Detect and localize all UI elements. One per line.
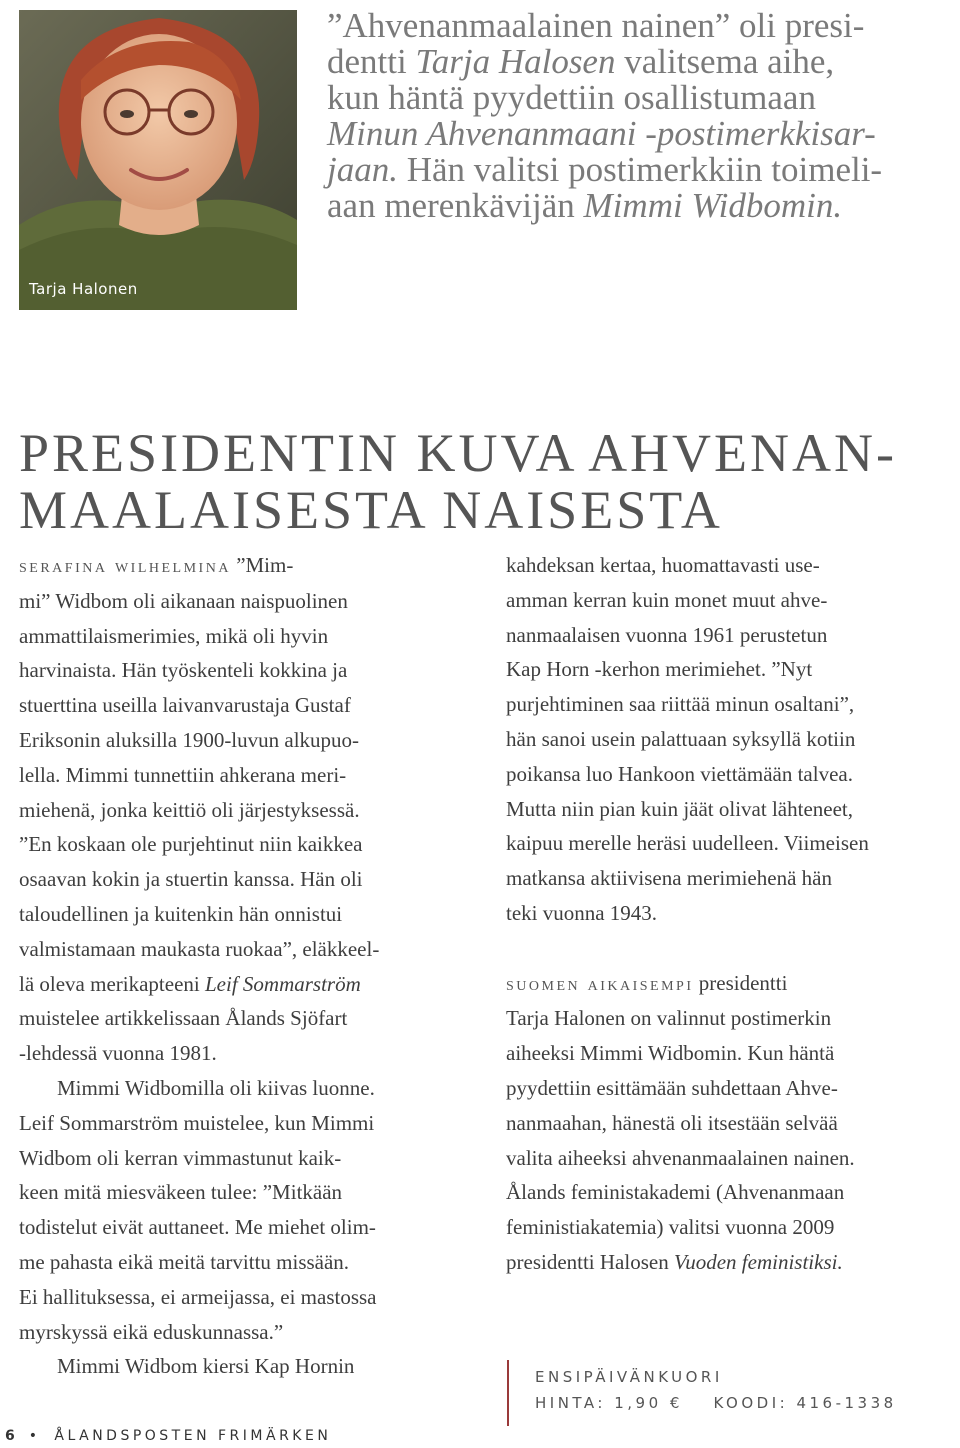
body-line: Ålands feministakademi (Ahvenanmaan <box>506 1180 845 1205</box>
quote-line: kun häntä pyydettiin osallistumaan <box>327 78 816 117</box>
portrait-illustration <box>19 10 297 310</box>
lead-in: serafina wilhelmina <box>19 555 231 577</box>
body-line: stuerttina useilla laivanvarustaja Gustaf <box>19 693 351 718</box>
quote-line: aan merenkävijän Mimmi Widbomin. <box>327 186 843 225</box>
body-line: osaavan kokin ja stuertin kanssa. Hän oli <box>19 867 363 892</box>
body-line: keen mitä miesväkeen tulee: ”Mitkään <box>19 1180 343 1205</box>
headline-line: MAALAISESTA NAISESTA <box>19 480 723 540</box>
page-footer <box>5 1428 331 1444</box>
body-line: muistelee artikkelissaan Ålands Sjöfart <box>19 1006 348 1031</box>
article-column-left <box>19 548 464 1384</box>
article-headline <box>19 425 949 539</box>
photo-caption: Tarja Halonen <box>29 280 138 298</box>
body-line: lella. Mimmi tunnettiin ahkerana meri- <box>19 762 347 787</box>
page-number: 6 <box>5 1428 15 1444</box>
body-line: pyydettiin esittämään suhdettaan Ahve- <box>506 1075 838 1100</box>
body-line: amman kerran kuin monet muut ahve- <box>506 587 828 612</box>
body-line: miehenä, jonka keittiö oli järjestyksessä. <box>19 797 360 822</box>
body-line: Mimmi Widbomilla oli kiivas luonne. <box>57 1075 375 1100</box>
body-line: ”En koskaan ole purjehtinut niin kaikkea <box>19 832 363 857</box>
body-line: Leif Sommarström muistelee, kun Mimmi <box>19 1110 375 1135</box>
body-line: purjehtiminen saa riittää minun osaltani”, <box>506 692 855 717</box>
body-line: Ei hallituksessa, ei armeijassa, ei mastossa <box>19 1284 377 1309</box>
body-line: myrskyssä eikä eduskunnassa.” <box>19 1319 284 1344</box>
body-line: serafina wilhelmina ”Mim- <box>19 553 294 577</box>
award-title: Vuoden feministiksi. <box>673 1249 843 1274</box>
body-line: -lehdessä vuonna 1981. <box>19 1041 217 1066</box>
body-line: Tarja Halonen on valinnut postimerkin <box>506 1006 832 1031</box>
lead-in: suomen aikaisempi <box>506 972 694 995</box>
body-line: lä oleva merikapteeni Leif Sommarström <box>19 971 361 996</box>
body-line: presidentti Halosen Vuoden feministiksi. <box>506 1249 843 1274</box>
price-label: HINTA: 1,90 € <box>535 1394 683 1412</box>
quote-name: Tarja Halosen <box>415 42 616 81</box>
body-line: Mimmi Widbom kiersi Kap Hornin <box>57 1354 355 1379</box>
headline-line: PRESIDENTIN KUVA AHVENAN- <box>19 423 898 483</box>
code-label: KOODI: 416-1338 <box>713 1394 897 1412</box>
body-line: harvinaista. Hän työskenteli kokkina ja <box>19 658 348 683</box>
quote-line: Minun Ahvenanmaani -postimerkkisar- <box>327 114 876 153</box>
publication-name: ÅLANDSPOSTEN FRIMÄRKEN <box>54 1428 332 1444</box>
price-code-line <box>535 1390 897 1416</box>
body-line: kahdeksan kertaa, huomattavasti use- <box>506 553 820 577</box>
quote-line: dentti Tarja Halosen valitsema aihe, <box>327 42 835 81</box>
body-line: aiheeksi Mimmi Widbomin. Kun häntä <box>506 1041 835 1066</box>
person-name: Leif Sommarström <box>205 971 361 996</box>
quote-name: Mimmi Widbomin. <box>583 186 843 225</box>
body-line: ammattilaismerimies, mikä oli hyvin <box>19 623 329 648</box>
body-line: mi” Widbom oli aikanaan naispuolinen <box>19 588 348 613</box>
quote-line: jaan. Hän valitsi postimerkkiin toimeli- <box>327 150 883 189</box>
body-line: teki vuonna 1943. <box>506 900 658 925</box>
body-line: kaipuu merelle heräsi uudelleen. Viimeisen <box>506 831 869 856</box>
portrait-photo <box>19 10 297 310</box>
quote-line: ”Ahvenanmaalainen nainen” oli presi- <box>327 6 865 45</box>
body-line: nanmaahan, hänestä oli itsestään selvää <box>506 1110 838 1135</box>
body-line: me pahasta eikä meitä tarvittu missään. <box>19 1249 350 1274</box>
body-line: Eriksonin aluksilla 1900-luvun alkupuo- <box>19 727 360 752</box>
body-line: suomen aikaisempi presidentti <box>506 970 788 995</box>
body-line: Mutta niin pian kuin jäät olivat lähteneet, <box>506 796 853 821</box>
separator-dot: • <box>28 1428 41 1444</box>
pull-quote <box>327 6 951 225</box>
body-line: taloudellinen ja kuitenkin hän onnistui <box>19 901 343 926</box>
body-line: Kap Horn -kerhon merimiehet. ”Nyt <box>506 657 813 682</box>
body-line: valmistamaan maukasta ruokaa”, eläkkeel- <box>19 936 380 961</box>
body-line: hän sanoi usein palattuaan syksyllä kotiin <box>506 726 856 751</box>
body-line: nanmaalaisen vuonna 1961 perustetun <box>506 622 828 647</box>
body-line: poikansa luo Hankoon viettämään talvea. <box>506 761 853 786</box>
first-day-cover-label: ENSIPÄIVÄNKUORI <box>535 1368 723 1386</box>
body-line: feministiakatemia) valitsi vuonna 2009 <box>506 1215 835 1240</box>
article-column-right <box>506 548 958 1280</box>
body-line: Widbom oli kerran vimmastunut kaik- <box>19 1145 342 1170</box>
stamp-info-box <box>507 1360 897 1426</box>
body-line: todistelut eivät auttaneet. Me miehet olim- <box>19 1215 376 1240</box>
body-line: matkansa aktiivisena merimiehenä hän <box>506 866 832 891</box>
body-line: valita aiheeksi ahvenanmaalainen nainen. <box>506 1145 855 1170</box>
